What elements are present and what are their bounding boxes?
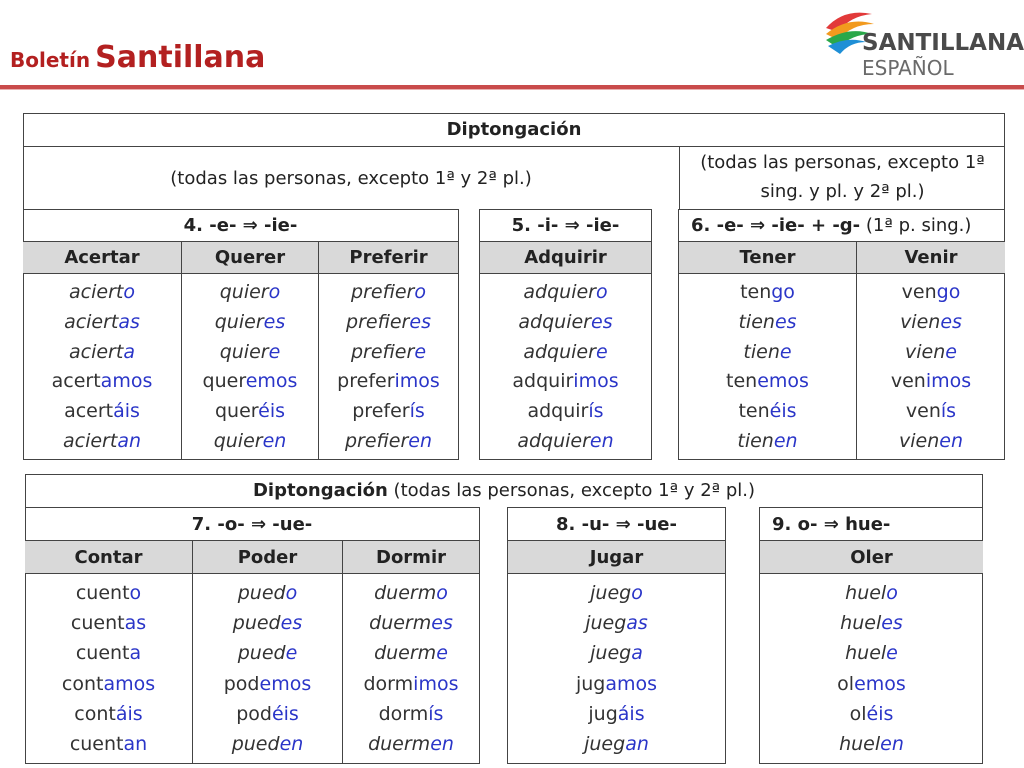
conjugation-form (374, 644, 448, 663)
verb-ending: ís (409, 399, 425, 422)
verb-stem: aciert (64, 310, 119, 333)
conjugation-form (575, 672, 658, 695)
table1-gap-b (651, 209, 679, 460)
verb-ending: imos (573, 370, 619, 393)
verb-ending: e (268, 340, 281, 363)
verb-stem: aciert (69, 340, 124, 363)
verb-stem: cuent (75, 642, 130, 665)
verb-ending: o (886, 581, 898, 604)
conjugation-form (523, 340, 608, 363)
conjugation-form (378, 702, 444, 725)
verb-stem: quier (219, 340, 269, 363)
verb-ending: as (626, 611, 648, 634)
verb-ending: en (773, 429, 798, 452)
verb-ending: en (279, 733, 304, 756)
conjugation-form (214, 310, 286, 333)
verb-stem: jueg (584, 733, 626, 756)
conjugation-form (837, 672, 906, 695)
verb-ending: o (129, 581, 142, 604)
conjugation-form (891, 372, 971, 391)
verb-ending: en (589, 429, 614, 452)
verb-ending: imos (925, 370, 972, 393)
group-header-8: 8. -u- ⇒ -ue- (508, 507, 725, 540)
conjugation-form (738, 399, 797, 422)
group-header-6 (679, 209, 1005, 241)
conjugation-form (237, 581, 298, 604)
verb-stem: prefer (352, 399, 410, 422)
conjugation-form (61, 672, 156, 695)
conjugation-form (352, 399, 425, 422)
verb-stem: jug (588, 702, 618, 725)
verb-stem: huel (839, 733, 881, 756)
verb-ending: a (129, 642, 142, 665)
table2-title-rest: (todas las personas, excepto 1ª y 2ª pl.) (393, 480, 756, 501)
verb-stem: prefer (337, 370, 395, 393)
conjugation-form (845, 644, 898, 663)
forms-acertar (23, 273, 181, 460)
verb-stem: dorm (378, 702, 429, 725)
verb-header-acertar: Acertar (23, 241, 181, 273)
verb-stem: duerm (369, 611, 432, 634)
conjugation-form (52, 372, 153, 391)
verb-stem: tien (743, 340, 780, 363)
conjugation-form (236, 702, 299, 725)
conjugation-form (220, 283, 281, 302)
group6-rest: (1ª p. sing.) (865, 215, 972, 236)
verb-ending: e (886, 642, 898, 665)
group6-bold: 6. -e- ⇒ -ie- + -g- (691, 215, 861, 236)
verb-ending: es (881, 611, 903, 634)
verb-stem: prefier (344, 429, 409, 452)
table2-title-bold: Diptongación (252, 480, 388, 501)
conjugation-form (740, 283, 795, 302)
conjugation-form (900, 310, 962, 333)
verb-ending: en (262, 429, 287, 452)
forms-jugar (508, 573, 725, 764)
logo-subtitle: ESPAÑOL (862, 56, 954, 80)
verb-ending: éis (866, 702, 894, 725)
conjugation-form (368, 735, 454, 754)
conjugation-form (213, 429, 287, 452)
verb-stem: quer (202, 370, 246, 393)
conjugation-form (845, 581, 898, 604)
verb-ending: en (408, 429, 433, 452)
verb-ending: áis (115, 702, 143, 725)
verb-stem: adquier (523, 281, 596, 304)
table1-note-left: (todas las personas, excepto 1ª y 2ª pl.) (23, 146, 679, 209)
conjugation-form (346, 310, 431, 333)
verb-stem: quier (213, 429, 263, 452)
verb-header-venir: Venir (856, 241, 1005, 273)
verb-ending: áis (113, 399, 140, 422)
conjugation-form (69, 283, 135, 302)
forms-tener (679, 273, 856, 460)
conjugation-form (337, 372, 440, 391)
verb-stem: aciert (62, 429, 118, 452)
verb-stem: quer (214, 399, 259, 422)
conjugation-form (350, 340, 427, 363)
conjugation-form (590, 581, 643, 604)
verb-header-querer: Querer (181, 241, 318, 273)
conjugation-form (232, 735, 304, 754)
verb-stem: aciert (69, 281, 124, 304)
conjugation-form (351, 283, 426, 302)
verb-stem: ven (890, 370, 926, 393)
verb-ending: o (268, 281, 281, 304)
verb-stem: adquir (512, 370, 574, 393)
verb-stem: tien (738, 310, 775, 333)
conjugation-form (517, 429, 614, 452)
verb-ending: es (409, 310, 431, 333)
conjugation-form (840, 611, 903, 634)
group-header-7: 7. -o- ⇒ -ue- (25, 507, 479, 540)
verb-stem: pued (237, 642, 286, 665)
verb-header-jugar: Jugar (508, 540, 725, 573)
verb-ending: o (595, 281, 608, 304)
verb-stem: pued (231, 733, 280, 756)
verb-stem: adquier (518, 310, 591, 333)
conjugation-form (219, 340, 281, 363)
verb-ending: áis (617, 702, 645, 725)
forms-adquirir (480, 273, 651, 460)
verb-stem: ol (837, 672, 855, 695)
verb-stem: pod (223, 672, 260, 695)
verb-ending: imos (413, 672, 459, 695)
verb-header-tener: Tener (679, 241, 856, 273)
conjugation-form (584, 735, 649, 754)
verb-stem: prefier (350, 340, 415, 363)
verb-ending: ís (588, 399, 604, 422)
verb-ending: éis (258, 399, 286, 422)
verb-stem: quier (214, 310, 264, 333)
conjugation-form (588, 702, 645, 725)
conjugation-form (75, 581, 142, 604)
verb-stem: jueg (590, 642, 632, 665)
table2-title (25, 474, 983, 507)
conjugation-form (203, 372, 298, 391)
conjugation-form (62, 429, 141, 452)
conjugation-form (214, 399, 286, 422)
verb-stem: duerm (374, 581, 437, 604)
logo-wordmark: SANTILLANA (862, 30, 1024, 56)
conjugation-form (232, 611, 303, 634)
verb-stem: jug (575, 672, 606, 695)
forms-querer (181, 273, 318, 460)
table1-title: Diptongación (446, 119, 582, 140)
conjugation-form (70, 611, 147, 634)
verb-stem: ol (849, 702, 867, 725)
table2-gap-a (479, 507, 508, 764)
forms-contar (25, 573, 192, 764)
verb-stem: cuent (70, 611, 125, 634)
verb-ending: es (280, 611, 303, 634)
verb-stem: ven (905, 399, 941, 422)
forms-poder (192, 573, 342, 764)
verb-ending: a (631, 642, 643, 665)
table1-note-right (679, 146, 1005, 209)
verb-stem: acert (64, 399, 114, 422)
verb-stem: cuent (69, 733, 124, 756)
verb-stem: duerm (374, 642, 437, 665)
forms-oler (760, 573, 983, 764)
conjugation-form (76, 644, 141, 663)
verb-stem: duerm (368, 733, 431, 756)
verb-stem: adquier (523, 340, 596, 363)
table2-gap-b (725, 507, 760, 764)
verb-ending: emos (757, 370, 809, 393)
conjugation-form (726, 372, 809, 391)
title-big: Santillana (95, 40, 266, 75)
verb-stem: vien (905, 340, 946, 363)
verb-ending: ís (428, 702, 444, 725)
verb-stem: quier (219, 281, 269, 304)
verb-stem: pued (232, 611, 281, 634)
verb-ending: as (124, 611, 147, 634)
conjugation-form (902, 283, 961, 302)
conjugation-form (374, 581, 448, 604)
conjugation-form (369, 611, 453, 634)
conjugation-form (64, 399, 140, 422)
note-right-line1: (todas las personas, excepto 1ª (700, 152, 985, 174)
verb-ending: imos (394, 370, 440, 393)
forms-venir (856, 273, 1005, 460)
verb-ending: éis (769, 399, 797, 422)
conjugation-form (839, 735, 904, 754)
verb-ending: amos (100, 370, 153, 393)
verb-ending: go (771, 281, 795, 304)
verb-stem: jueg (590, 581, 632, 604)
verb-stem: jueg (585, 611, 627, 634)
verb-stem: dorm (363, 672, 414, 695)
conjugation-form (849, 702, 894, 725)
verb-ending: o (285, 581, 298, 604)
conjugation-form (743, 340, 792, 363)
verb-header-poder: Poder (192, 540, 342, 573)
verb-stem: vien (900, 310, 941, 333)
header-divider-shadow (0, 89, 1024, 90)
verb-stem: pued (237, 581, 286, 604)
verb-ending: e (595, 340, 608, 363)
conjugation-form (70, 735, 147, 754)
conjugation-form (344, 429, 433, 452)
verb-ending: amos (103, 672, 156, 695)
conjugation-form (905, 399, 957, 422)
conjugation-form (74, 702, 143, 725)
table1-gap-a (458, 209, 480, 460)
verb-stem: acert (51, 370, 101, 393)
verb-ending: as (118, 310, 140, 333)
verb-stem: ten (726, 370, 758, 393)
group-header-4: 4. -e- ⇒ -ie- (23, 209, 458, 241)
verb-stem: cont (61, 672, 104, 695)
verb-ending: e (945, 340, 957, 363)
verb-ending: emos (259, 672, 312, 695)
verb-stem: pod (236, 702, 272, 725)
conjugation-form (899, 429, 963, 452)
verb-header-preferir: Preferir (318, 241, 458, 273)
verb-ending: éis (271, 702, 299, 725)
verb-stem: huel (845, 581, 887, 604)
verb-header-adquirir: Adquirir (480, 241, 651, 273)
verb-ending: e (285, 642, 298, 665)
conjugation-form (590, 644, 643, 663)
verb-ending: en (430, 733, 454, 756)
conjugation-form (64, 310, 140, 333)
verb-ending: es (591, 310, 613, 333)
verb-ending: e (414, 340, 427, 363)
verb-ending: e (779, 340, 792, 363)
verb-stem: ven (901, 281, 937, 304)
forms-dormir (342, 573, 479, 764)
group-header-5: 5. -i- ⇒ -ie- (480, 209, 651, 241)
verb-stem: huel (840, 611, 882, 634)
conjugation-form (737, 429, 798, 452)
verb-stem: ten (738, 399, 770, 422)
conjugation-form (512, 372, 618, 391)
verb-header-dormir: Dormir (342, 540, 479, 573)
conjugation-form (518, 310, 613, 333)
verb-ending: o (414, 281, 426, 304)
verb-ending: go (936, 281, 961, 304)
verb-stem: cuent (75, 581, 130, 604)
verb-ending: o (436, 581, 448, 604)
title-small: Boletín (10, 48, 91, 72)
conjugation-form (238, 644, 298, 663)
verb-ending: an (625, 733, 649, 756)
conjugation-form (363, 672, 459, 695)
verb-ending: an (123, 733, 148, 756)
conjugation-form (523, 283, 607, 302)
page-title (10, 40, 265, 75)
verb-stem: huel (845, 642, 887, 665)
verb-header-contar: Contar (25, 540, 192, 573)
verb-ending: an (117, 429, 141, 452)
verb-ending: en (939, 429, 963, 452)
conjugation-form (527, 399, 604, 422)
verb-ending: o (123, 281, 135, 304)
verb-ending: es (263, 310, 286, 333)
verb-ending: o (631, 581, 643, 604)
verb-ending: emos (245, 370, 298, 393)
verb-ending: ís (940, 399, 957, 422)
verb-stem: prefier (346, 310, 410, 333)
verb-stem: ten (740, 281, 772, 304)
conjugation-form (223, 672, 312, 695)
verb-ending: emos (854, 672, 906, 695)
conjugation-form (69, 340, 135, 363)
forms-preferir (318, 273, 458, 460)
verb-ending: es (940, 310, 962, 333)
verb-ending: es (774, 310, 797, 333)
note-right-line2: sing. y pl. y 2ª pl.) (760, 181, 925, 202)
conjugation-form (905, 340, 957, 363)
verb-stem: cont (74, 702, 116, 725)
verb-stem: adquier (517, 429, 590, 452)
verb-stem: vien (899, 429, 940, 452)
verb-stem: prefier (351, 281, 415, 304)
verb-header-oler: Oler (760, 540, 983, 573)
conjugation-form (738, 310, 797, 333)
verb-ending: e (436, 642, 448, 665)
conjugation-form (585, 611, 648, 634)
verb-ending: es (431, 611, 453, 634)
verb-ending: en (880, 733, 904, 756)
verb-stem: adquir (527, 399, 589, 422)
verb-ending: a (123, 340, 135, 363)
verb-stem: tien (737, 429, 774, 452)
group-header-9: 9. o- ⇒ hue- (760, 507, 983, 540)
verb-ending: amos (605, 672, 658, 695)
